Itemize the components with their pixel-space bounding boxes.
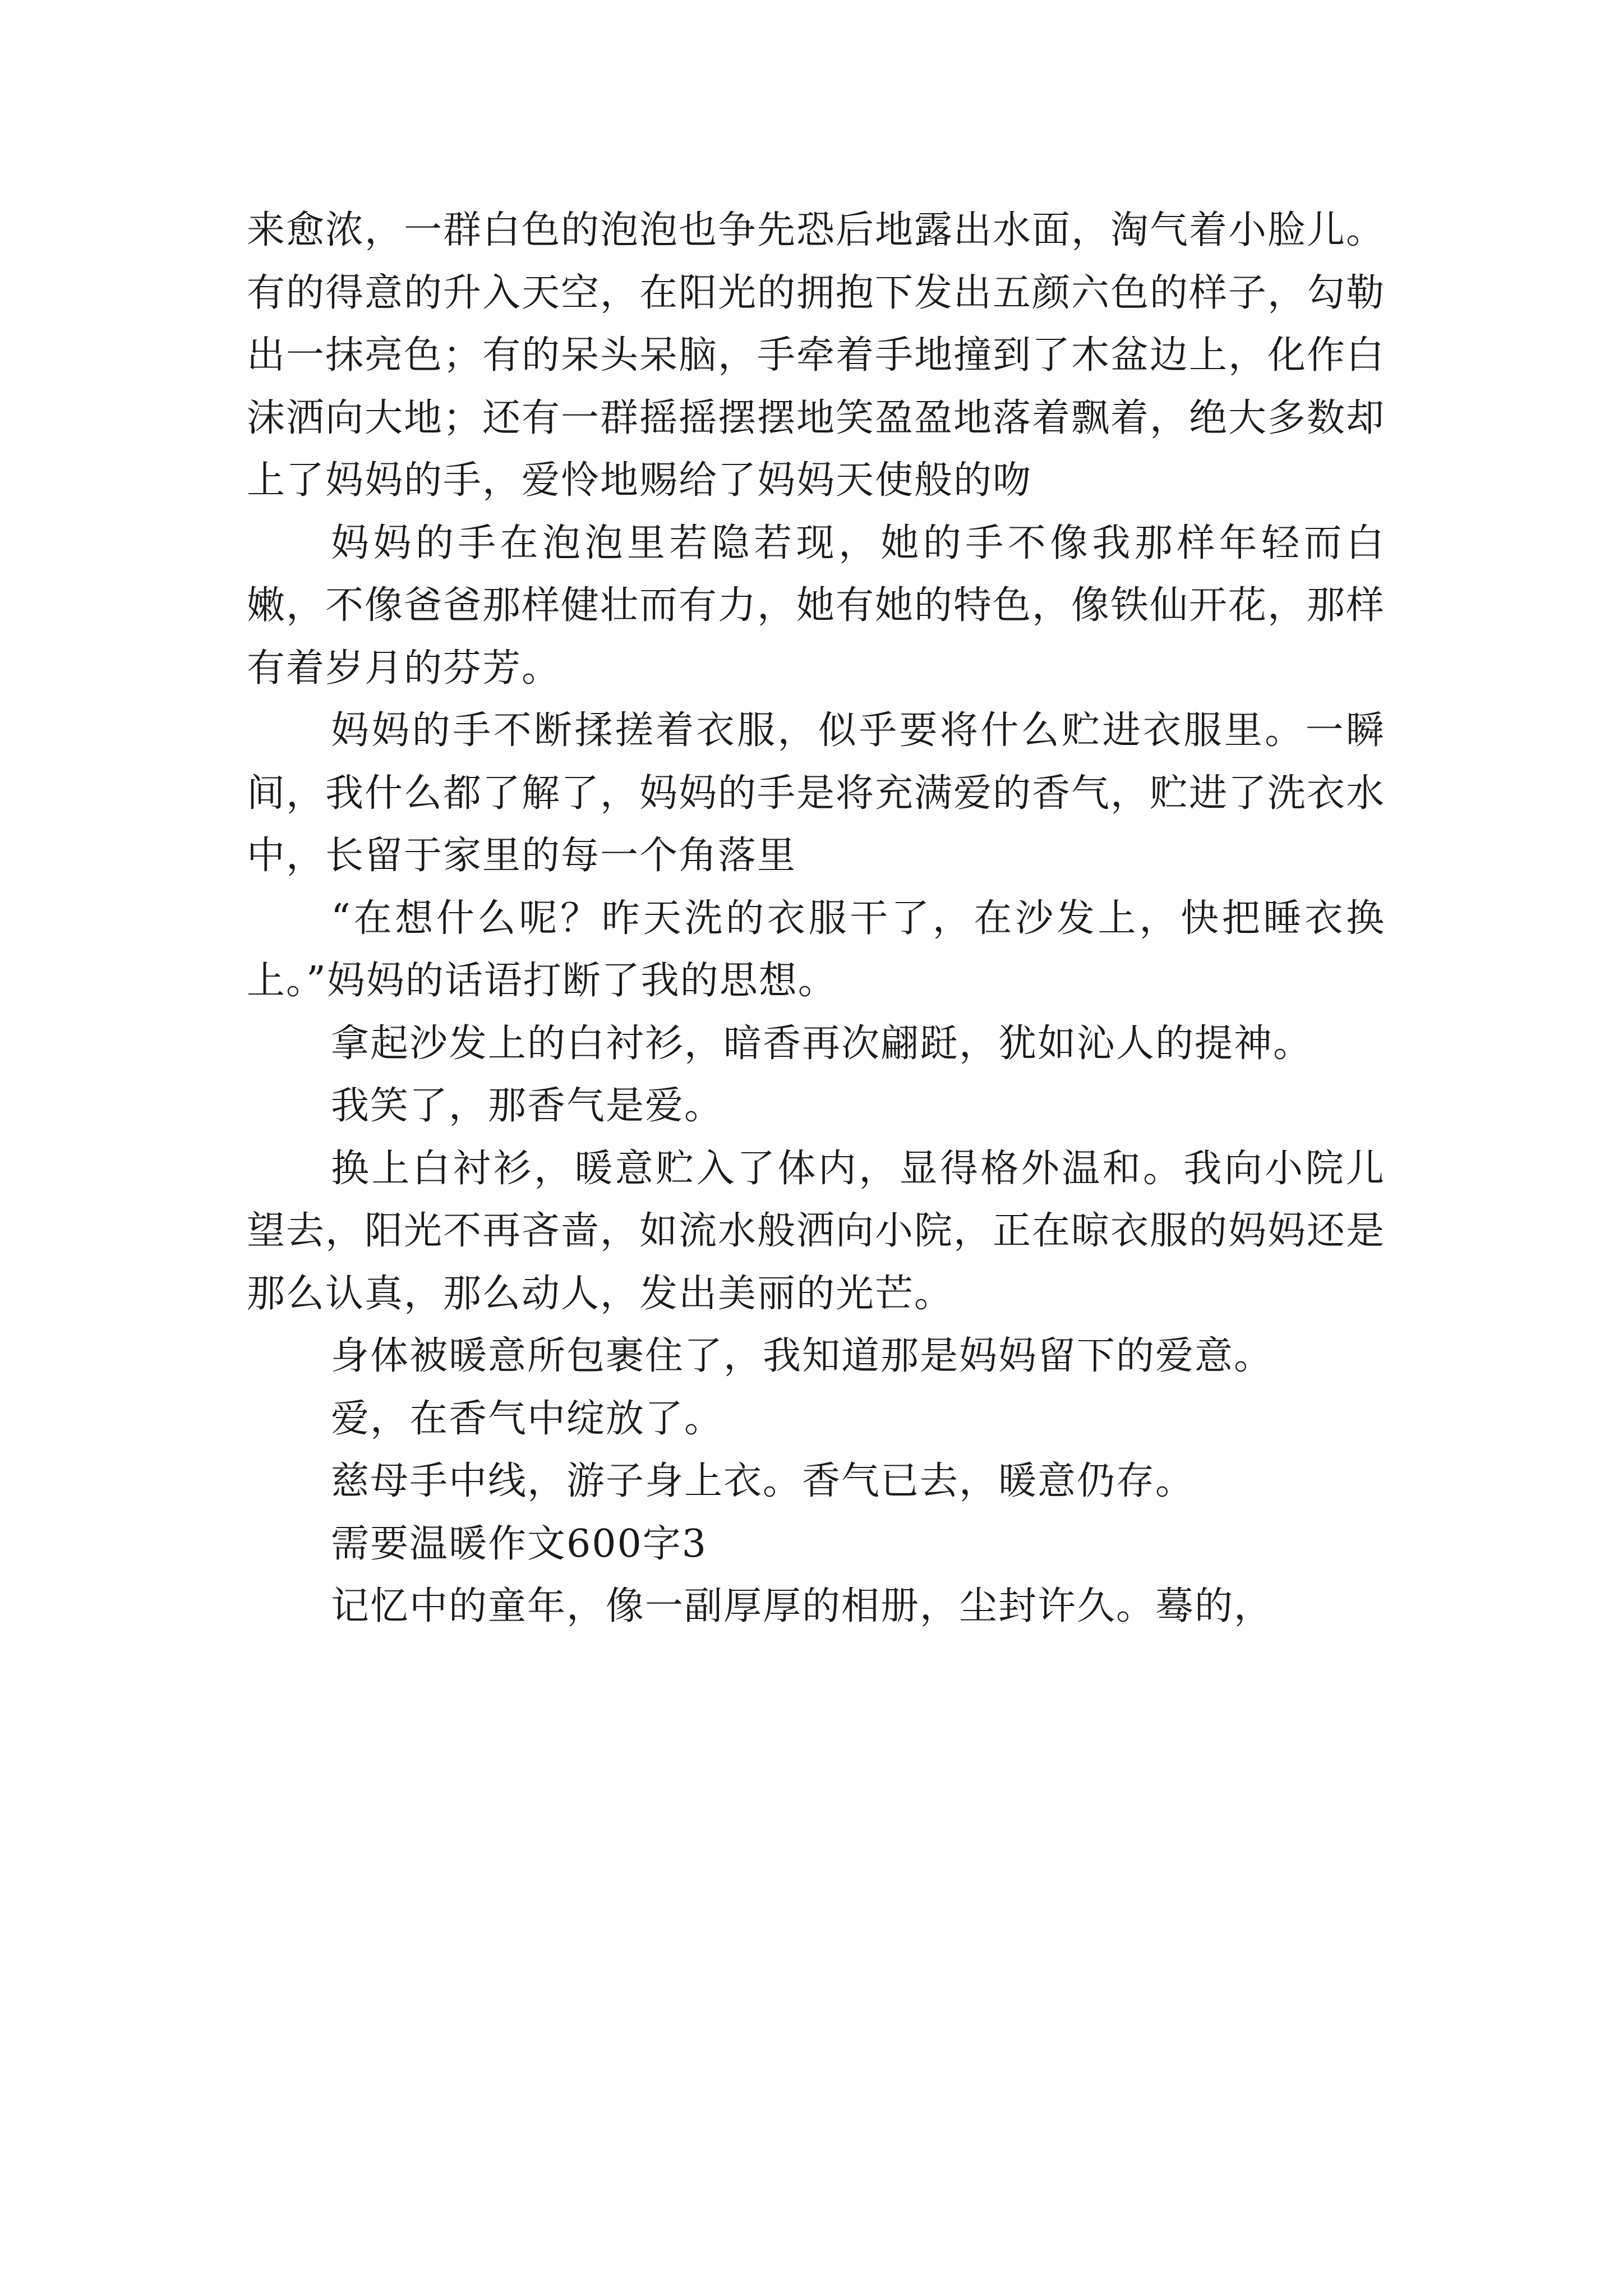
paragraph: 慈母手中线，游子身上衣。香气已去，暖意仍存。 (331, 1459, 1195, 1503)
paragraph: 身体被暖意所包裹住了，我知道那是妈妈留下的爱意。 (331, 1334, 1274, 1378)
paragraph: 记忆中的童年，像一副厚厚的相册，尘封许久。蓦的， (331, 1584, 1274, 1628)
paragraph: 拿起沙发上的白衬衫，暗香再次翩跹，犹如沁人的提神。 (331, 1021, 1313, 1066)
paragraph-continued: 来愈浓，一群白色的泡泡也争先恐后地露出水面，淘气着小脸儿。有的得意的升入天空，在阳光的拥抱下发出五颜六色的样子，勾勒出一抹亮色；有的呆头呆脑，手牵着手地撞到了木盆边上，化作白沫洒向大地；还有一群摇摇摆摆地笑盈盈地落着飘着，绝大多数却上了妈妈的手，爱怜地赐给了妈妈天使般的吻 (247, 208, 1386, 503)
paragraph: “在想什么呢？昨天洗的衣服干了，在沙发上，快把睡衣换上。”妈妈的话语打断了我的思想。 (247, 896, 1385, 1003)
paragraph: 爱，在香气中绽放了。 (331, 1396, 724, 1441)
paragraph: 妈妈的手在泡泡里若隐若现，她的手不像我那样年轻而白嫩，不像爸爸那样健壮而有力，她有她的特色，像铁仙开花，那样有着岁月的芬芳。 (247, 521, 1386, 691)
body-text (247, 199, 1385, 1638)
paragraph: 我笑了，那香气是爱。 (331, 1084, 724, 1128)
section-heading: 需要温暖作文600字3 (331, 1521, 708, 1566)
paragraph: 换上白衬衫，暖意贮入了体内，显得格外温和。我向小院儿望去，阳光不再吝啬，如流水般洒向小院，正在晾衣服的妈妈还是那么认真，那么动人，发出美丽的光芒。 (247, 1146, 1386, 1316)
paragraph: 妈妈的手不断揉搓着衣服，似乎要将什么贮进衣服里。一瞬间，我什么都了解了，妈妈的手是将充满爱的香气，贮进了洗衣水中，长留于家里的每一个角落里 (247, 708, 1386, 878)
